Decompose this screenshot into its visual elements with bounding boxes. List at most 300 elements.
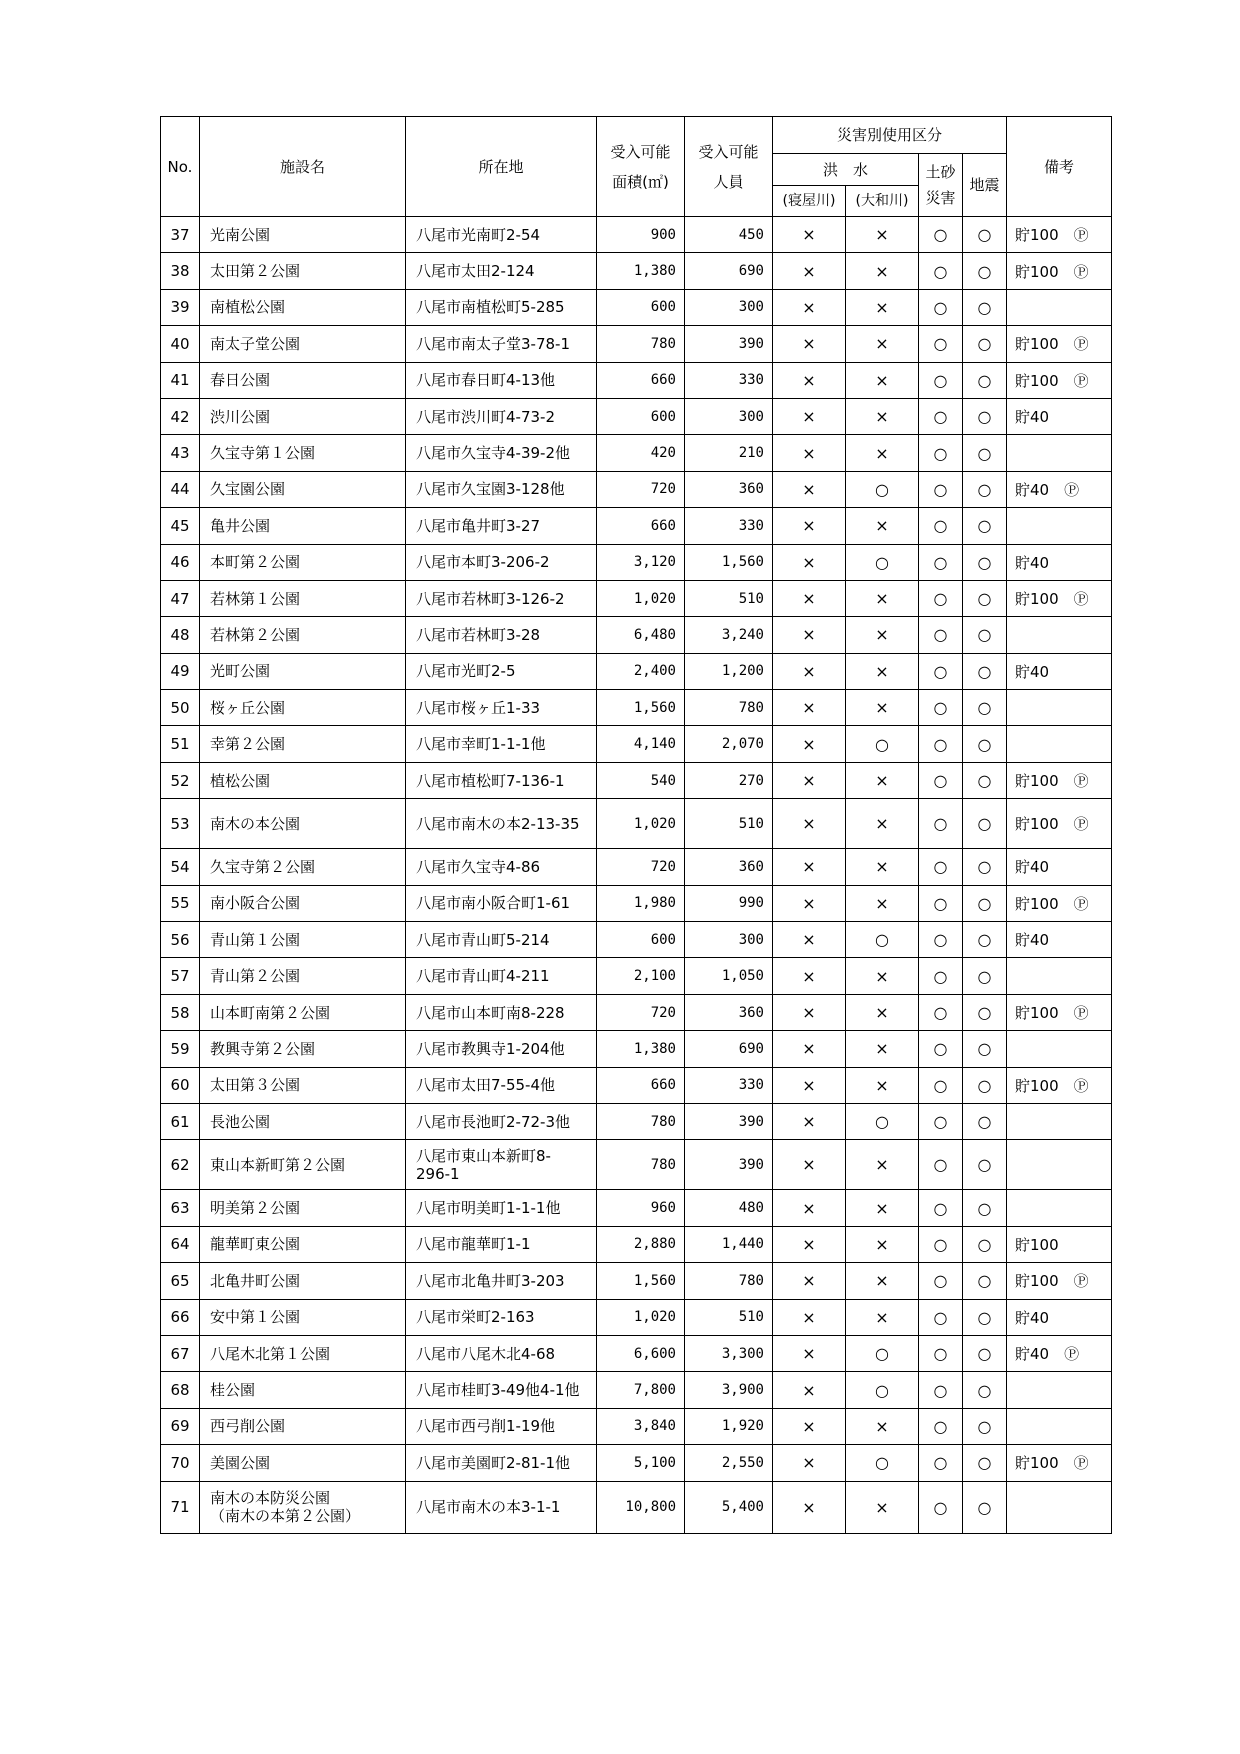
table-row — [161, 580, 1112, 616]
cell-capacity-area: 600 — [597, 398, 685, 434]
cell-capacity-area: 420 — [597, 435, 685, 471]
cell-row-number: 65 — [161, 1263, 200, 1299]
table-body — [161, 217, 1112, 1534]
cell-address: 八尾市太田2-124 — [406, 253, 597, 289]
cell-capacity-area: 1,560 — [597, 1263, 685, 1299]
cell-earthquake: ○ — [963, 1408, 1007, 1444]
cell-remarks — [1007, 289, 1112, 325]
cell-row-number: 54 — [161, 849, 200, 885]
cell-facility-name: 青山第１公園 — [200, 922, 406, 958]
cell-flood-neyagawa: × — [773, 1067, 846, 1103]
cell-capacity-area: 540 — [597, 762, 685, 798]
cell-row-number: 42 — [161, 398, 200, 434]
cell-capacity-area: 720 — [597, 849, 685, 885]
cell-flood-neyagawa: × — [773, 1335, 846, 1371]
cell-row-number: 64 — [161, 1226, 200, 1262]
cell-capacity-area: 6,600 — [597, 1335, 685, 1371]
cell-remarks: 貯100 Ⓟ — [1007, 1445, 1112, 1481]
cell-earthquake: ○ — [963, 849, 1007, 885]
cell-flood-neyagawa: × — [773, 544, 846, 580]
cell-capacity-area: 2,400 — [597, 653, 685, 689]
cell-facility-name: 春日公園 — [200, 362, 406, 398]
cell-flood-neyagawa: × — [773, 726, 846, 762]
cell-flood-yamatogawa: × — [846, 799, 919, 849]
cell-capacity-area: 600 — [597, 922, 685, 958]
table-row — [161, 508, 1112, 544]
cell-address: 八尾市北亀井町3-203 — [406, 1263, 597, 1299]
cell-landslide: ○ — [919, 1103, 963, 1139]
cell-address: 八尾市美園町2-81-1他 — [406, 1445, 597, 1481]
cell-row-number: 49 — [161, 653, 200, 689]
header-remarks: 備考 — [1007, 117, 1112, 217]
cell-remarks: 貯40 — [1007, 922, 1112, 958]
cell-flood-yamatogawa: × — [846, 617, 919, 653]
cell-remarks — [1007, 958, 1112, 994]
cell-flood-yamatogawa: × — [846, 508, 919, 544]
cell-capacity-area: 5,100 — [597, 1445, 685, 1481]
cell-flood-yamatogawa: × — [846, 1067, 919, 1103]
cell-landslide: ○ — [919, 1335, 963, 1371]
cell-flood-neyagawa: × — [773, 799, 846, 849]
table-row — [161, 1103, 1112, 1139]
cell-row-number: 59 — [161, 1031, 200, 1067]
cell-facility-name: 久宝園公園 — [200, 471, 406, 507]
cell-row-number: 63 — [161, 1190, 200, 1226]
cell-address: 八尾市桂町3-49他4-1他 — [406, 1372, 597, 1408]
cell-flood-neyagawa: × — [773, 1031, 846, 1067]
cell-flood-neyagawa: × — [773, 1481, 846, 1533]
table-row — [161, 1190, 1112, 1226]
cell-earthquake: ○ — [963, 617, 1007, 653]
cell-landslide: ○ — [919, 1408, 963, 1444]
cell-capacity-people: 510 — [685, 1299, 773, 1335]
cell-earthquake: ○ — [963, 326, 1007, 362]
cell-flood-neyagawa: × — [773, 326, 846, 362]
cell-row-number: 70 — [161, 1445, 200, 1481]
cell-flood-yamatogawa: × — [846, 1190, 919, 1226]
cell-capacity-people: 2,550 — [685, 1445, 773, 1481]
cell-address: 八尾市久宝寺4-86 — [406, 849, 597, 885]
cell-flood-neyagawa: × — [773, 922, 846, 958]
cell-landslide: ○ — [919, 1372, 963, 1408]
cell-capacity-people: 300 — [685, 398, 773, 434]
cell-landslide: ○ — [919, 1190, 963, 1226]
table-row — [161, 1226, 1112, 1262]
cell-earthquake: ○ — [963, 653, 1007, 689]
cell-capacity-area: 1,380 — [597, 1031, 685, 1067]
cell-row-number: 68 — [161, 1372, 200, 1408]
cell-flood-yamatogawa: × — [846, 1299, 919, 1335]
cell-flood-neyagawa: × — [773, 289, 846, 325]
cell-flood-yamatogawa: ○ — [846, 1445, 919, 1481]
cell-capacity-people: 390 — [685, 1140, 773, 1190]
cell-earthquake: ○ — [963, 1335, 1007, 1371]
cell-flood-neyagawa: × — [773, 398, 846, 434]
cell-row-number: 62 — [161, 1140, 200, 1190]
cell-remarks: 貯100 Ⓟ — [1007, 994, 1112, 1030]
cell-flood-neyagawa: × — [773, 885, 846, 921]
cell-address: 八尾市久宝寺4-39-2他 — [406, 435, 597, 471]
cell-flood-yamatogawa: × — [846, 1226, 919, 1262]
cell-remarks: 貯40 — [1007, 653, 1112, 689]
cell-address: 八尾市栄町2-163 — [406, 1299, 597, 1335]
cell-earthquake: ○ — [963, 922, 1007, 958]
cell-capacity-people: 300 — [685, 922, 773, 958]
cell-flood-yamatogawa: × — [846, 885, 919, 921]
cell-landslide: ○ — [919, 1445, 963, 1481]
cell-capacity-area: 660 — [597, 1067, 685, 1103]
cell-earthquake: ○ — [963, 1190, 1007, 1226]
table-row — [161, 1445, 1112, 1481]
cell-facility-name: 教興寺第２公園 — [200, 1031, 406, 1067]
cell-remarks: 貯40 — [1007, 849, 1112, 885]
cell-earthquake: ○ — [963, 289, 1007, 325]
cell-capacity-people: 480 — [685, 1190, 773, 1226]
cell-facility-name: 久宝寺第２公園 — [200, 849, 406, 885]
cell-row-number: 60 — [161, 1067, 200, 1103]
cell-flood-neyagawa: × — [773, 617, 846, 653]
cell-flood-yamatogawa: × — [846, 580, 919, 616]
table-row — [161, 653, 1112, 689]
header-earthquake: 地震 — [963, 154, 1007, 217]
cell-remarks: 貯100 Ⓟ — [1007, 580, 1112, 616]
cell-capacity-area: 10,800 — [597, 1481, 685, 1533]
cell-address: 八尾市光町2-5 — [406, 653, 597, 689]
cell-capacity-area: 1,980 — [597, 885, 685, 921]
cell-capacity-people: 210 — [685, 435, 773, 471]
cell-landslide: ○ — [919, 762, 963, 798]
cell-row-number: 40 — [161, 326, 200, 362]
cell-capacity-people: 1,440 — [685, 1226, 773, 1262]
cell-row-number: 67 — [161, 1335, 200, 1371]
cell-facility-name: 光南公園 — [200, 217, 406, 253]
cell-row-number: 46 — [161, 544, 200, 580]
cell-row-number: 51 — [161, 726, 200, 762]
cell-remarks: 貯100 Ⓟ — [1007, 1067, 1112, 1103]
cell-address: 八尾市光南町2-54 — [406, 217, 597, 253]
cell-address: 八尾市西弓削1-19他 — [406, 1408, 597, 1444]
cell-row-number: 37 — [161, 217, 200, 253]
header-capacity-people: 受入可能 人員 — [685, 117, 773, 217]
cell-capacity-people: 390 — [685, 1103, 773, 1139]
cell-capacity-people: 330 — [685, 1067, 773, 1103]
cell-address: 八尾市久宝園3-128他 — [406, 471, 597, 507]
cell-remarks: 貯100 Ⓟ — [1007, 762, 1112, 798]
cell-capacity-people: 990 — [685, 885, 773, 921]
cell-facility-name: 西弓削公園 — [200, 1408, 406, 1444]
cell-remarks — [1007, 1190, 1112, 1226]
cell-flood-yamatogawa: × — [846, 253, 919, 289]
cell-earthquake: ○ — [963, 1263, 1007, 1299]
cell-flood-yamatogawa: × — [846, 1140, 919, 1190]
cell-facility-name: 桂公園 — [200, 1372, 406, 1408]
cell-remarks: 貯100 Ⓟ — [1007, 326, 1112, 362]
cell-remarks: 貯100 Ⓟ — [1007, 885, 1112, 921]
cell-flood-neyagawa: × — [773, 471, 846, 507]
cell-capacity-area: 4,140 — [597, 726, 685, 762]
cell-remarks — [1007, 690, 1112, 726]
cell-earthquake: ○ — [963, 1481, 1007, 1533]
cell-landslide: ○ — [919, 885, 963, 921]
cell-flood-neyagawa: × — [773, 958, 846, 994]
table-row — [161, 1408, 1112, 1444]
cell-address: 八尾市幸町1-1-1他 — [406, 726, 597, 762]
cell-landslide: ○ — [919, 362, 963, 398]
cell-landslide: ○ — [919, 435, 963, 471]
table-row — [161, 1372, 1112, 1408]
cell-facility-name: 南小阪合公園 — [200, 885, 406, 921]
cell-earthquake: ○ — [963, 471, 1007, 507]
cell-row-number: 61 — [161, 1103, 200, 1139]
cell-row-number: 38 — [161, 253, 200, 289]
cell-facility-name: 南木の本公園 — [200, 799, 406, 849]
cell-facility-name: 太田第２公園 — [200, 253, 406, 289]
cell-facility-name: 青山第２公園 — [200, 958, 406, 994]
cell-flood-yamatogawa: ○ — [846, 726, 919, 762]
cell-flood-yamatogawa: × — [846, 362, 919, 398]
cell-row-number: 44 — [161, 471, 200, 507]
cell-landslide: ○ — [919, 1481, 963, 1533]
cell-capacity-people: 1,200 — [685, 653, 773, 689]
cell-address: 八尾市若林町3-28 — [406, 617, 597, 653]
cell-capacity-area: 600 — [597, 289, 685, 325]
cell-capacity-people: 270 — [685, 762, 773, 798]
cell-flood-yamatogawa: ○ — [846, 922, 919, 958]
cell-row-number: 41 — [161, 362, 200, 398]
cell-flood-yamatogawa: ○ — [846, 1372, 919, 1408]
cell-capacity-people: 780 — [685, 1263, 773, 1299]
cell-landslide: ○ — [919, 653, 963, 689]
cell-capacity-people: 3,900 — [685, 1372, 773, 1408]
cell-capacity-people: 5,400 — [685, 1481, 773, 1533]
cell-row-number: 45 — [161, 508, 200, 544]
cell-remarks: 貯100 Ⓟ — [1007, 1263, 1112, 1299]
cell-capacity-people: 690 — [685, 253, 773, 289]
cell-row-number: 56 — [161, 922, 200, 958]
cell-flood-yamatogawa: × — [846, 653, 919, 689]
cell-row-number: 52 — [161, 762, 200, 798]
cell-capacity-people: 1,560 — [685, 544, 773, 580]
cell-flood-neyagawa: × — [773, 1299, 846, 1335]
cell-capacity-area: 660 — [597, 362, 685, 398]
cell-remarks: 貯40 — [1007, 1299, 1112, 1335]
cell-remarks: 貯40 Ⓟ — [1007, 471, 1112, 507]
cell-earthquake: ○ — [963, 885, 1007, 921]
cell-flood-neyagawa: × — [773, 508, 846, 544]
cell-row-number: 53 — [161, 799, 200, 849]
table-row — [161, 690, 1112, 726]
cell-landslide: ○ — [919, 253, 963, 289]
table-row — [161, 1481, 1112, 1533]
cell-earthquake: ○ — [963, 253, 1007, 289]
cell-row-number: 69 — [161, 1408, 200, 1444]
cell-row-number: 47 — [161, 580, 200, 616]
cell-facility-name: 若林第２公園 — [200, 617, 406, 653]
cell-capacity-area: 900 — [597, 217, 685, 253]
header-facility-name: 施設名 — [200, 117, 406, 217]
table-row — [161, 435, 1112, 471]
cell-flood-yamatogawa: × — [846, 1408, 919, 1444]
cell-earthquake: ○ — [963, 1103, 1007, 1139]
cell-row-number: 58 — [161, 994, 200, 1030]
cell-capacity-area: 960 — [597, 1190, 685, 1226]
cell-earthquake: ○ — [963, 762, 1007, 798]
cell-capacity-people: 300 — [685, 289, 773, 325]
cell-flood-yamatogawa: ○ — [846, 1103, 919, 1139]
cell-landslide: ○ — [919, 1031, 963, 1067]
cell-flood-yamatogawa: × — [846, 690, 919, 726]
cell-landslide: ○ — [919, 398, 963, 434]
cell-earthquake: ○ — [963, 1140, 1007, 1190]
cell-capacity-people: 330 — [685, 508, 773, 544]
cell-address: 八尾市太田7-55-4他 — [406, 1067, 597, 1103]
cell-facility-name: 長池公園 — [200, 1103, 406, 1139]
cell-landslide: ○ — [919, 1226, 963, 1262]
cell-earthquake: ○ — [963, 1226, 1007, 1262]
cell-remarks — [1007, 1481, 1112, 1533]
cell-flood-yamatogawa: × — [846, 1031, 919, 1067]
cell-capacity-area: 1,020 — [597, 1299, 685, 1335]
cell-flood-yamatogawa: × — [846, 994, 919, 1030]
cell-flood-neyagawa: × — [773, 1140, 846, 1190]
cell-facility-name: 龍華町東公園 — [200, 1226, 406, 1262]
cell-flood-neyagawa: × — [773, 1103, 846, 1139]
cell-earthquake: ○ — [963, 544, 1007, 580]
cell-earthquake: ○ — [963, 1067, 1007, 1103]
cell-capacity-area: 1,380 — [597, 253, 685, 289]
cell-flood-neyagawa: × — [773, 1263, 846, 1299]
cell-capacity-people: 330 — [685, 362, 773, 398]
cell-capacity-people: 3,240 — [685, 617, 773, 653]
cell-facility-name: 南植松公園 — [200, 289, 406, 325]
cell-row-number: 48 — [161, 617, 200, 653]
cell-flood-neyagawa: × — [773, 690, 846, 726]
cell-address: 八尾市青山町5-214 — [406, 922, 597, 958]
cell-address: 八尾市若林町3-126-2 — [406, 580, 597, 616]
cell-landslide: ○ — [919, 849, 963, 885]
cell-row-number: 39 — [161, 289, 200, 325]
cell-landslide: ○ — [919, 544, 963, 580]
cell-landslide: ○ — [919, 217, 963, 253]
cell-capacity-people: 510 — [685, 580, 773, 616]
header-flood-yamatogawa: (大和川) — [846, 186, 919, 217]
cell-row-number: 71 — [161, 1481, 200, 1533]
cell-capacity-people: 510 — [685, 799, 773, 849]
cell-earthquake: ○ — [963, 799, 1007, 849]
cell-address: 八尾市南植松町5-285 — [406, 289, 597, 325]
cell-landslide: ○ — [919, 508, 963, 544]
cell-remarks — [1007, 1408, 1112, 1444]
table-row — [161, 217, 1112, 253]
cell-flood-neyagawa: × — [773, 849, 846, 885]
cell-flood-yamatogawa: × — [846, 1263, 919, 1299]
cell-facility-name: 若林第１公園 — [200, 580, 406, 616]
cell-landslide: ○ — [919, 958, 963, 994]
cell-flood-yamatogawa: × — [846, 289, 919, 325]
cell-row-number: 57 — [161, 958, 200, 994]
cell-facility-name: 幸第２公園 — [200, 726, 406, 762]
header-landslide: 土砂 災害 — [919, 154, 963, 217]
cell-earthquake: ○ — [963, 580, 1007, 616]
cell-capacity-area: 7,800 — [597, 1372, 685, 1408]
cell-address: 八尾市龍華町1-1 — [406, 1226, 597, 1262]
cell-flood-yamatogawa: × — [846, 435, 919, 471]
cell-facility-name: 渋川公園 — [200, 398, 406, 434]
cell-capacity-area: 720 — [597, 994, 685, 1030]
cell-flood-neyagawa: × — [773, 362, 846, 398]
table-row — [161, 326, 1112, 362]
cell-capacity-area: 780 — [597, 1140, 685, 1190]
cell-capacity-area: 1,020 — [597, 799, 685, 849]
cell-earthquake: ○ — [963, 690, 1007, 726]
table-row — [161, 1140, 1112, 1190]
table-row — [161, 958, 1112, 994]
cell-flood-yamatogawa: × — [846, 849, 919, 885]
cell-earthquake: ○ — [963, 435, 1007, 471]
cell-address: 八尾市南木の本2-13-35 — [406, 799, 597, 849]
cell-address: 八尾市南木の本3-1-1 — [406, 1481, 597, 1533]
cell-landslide: ○ — [919, 617, 963, 653]
cell-capacity-area: 2,880 — [597, 1226, 685, 1262]
cell-remarks — [1007, 726, 1112, 762]
cell-address: 八尾市亀井町3-27 — [406, 508, 597, 544]
cell-facility-name: 植松公園 — [200, 762, 406, 798]
cell-landslide: ○ — [919, 1299, 963, 1335]
cell-flood-neyagawa: × — [773, 994, 846, 1030]
cell-earthquake: ○ — [963, 217, 1007, 253]
cell-facility-name: 山本町南第２公園 — [200, 994, 406, 1030]
header-address: 所在地 — [406, 117, 597, 217]
cell-capacity-people: 360 — [685, 849, 773, 885]
cell-landslide: ○ — [919, 471, 963, 507]
cell-flood-neyagawa: × — [773, 217, 846, 253]
header-disaster-category: 災害別使用区分 — [773, 117, 1007, 154]
cell-capacity-area: 1,020 — [597, 580, 685, 616]
cell-earthquake: ○ — [963, 1372, 1007, 1408]
cell-flood-neyagawa: × — [773, 253, 846, 289]
cell-landslide: ○ — [919, 799, 963, 849]
cell-flood-neyagawa: × — [773, 1190, 846, 1226]
table-row — [161, 253, 1112, 289]
cell-remarks: 貯100 Ⓟ — [1007, 217, 1112, 253]
cell-landslide: ○ — [919, 922, 963, 958]
cell-capacity-people: 690 — [685, 1031, 773, 1067]
table-row — [161, 1031, 1112, 1067]
cell-facility-name: 太田第３公園 — [200, 1067, 406, 1103]
cell-capacity-people: 780 — [685, 690, 773, 726]
cell-address: 八尾市春日町4-13他 — [406, 362, 597, 398]
cell-landslide: ○ — [919, 580, 963, 616]
evacuation-facility-table — [160, 116, 1112, 1534]
table-row — [161, 362, 1112, 398]
cell-address: 八尾市植松町7-136-1 — [406, 762, 597, 798]
cell-landslide: ○ — [919, 726, 963, 762]
cell-flood-yamatogawa: × — [846, 398, 919, 434]
cell-facility-name: 東山本新町第２公園 — [200, 1140, 406, 1190]
cell-remarks — [1007, 435, 1112, 471]
cell-earthquake: ○ — [963, 958, 1007, 994]
cell-remarks: 貯100 Ⓟ — [1007, 253, 1112, 289]
cell-row-number: 50 — [161, 690, 200, 726]
cell-row-number: 66 — [161, 1299, 200, 1335]
header-no: No. — [161, 117, 200, 217]
table-row — [161, 1067, 1112, 1103]
cell-facility-name: 明美第２公園 — [200, 1190, 406, 1226]
cell-address: 八尾市八尾木北4-68 — [406, 1335, 597, 1371]
cell-address: 八尾市本町3-206-2 — [406, 544, 597, 580]
cell-capacity-people: 1,050 — [685, 958, 773, 994]
cell-facility-name: 安中第１公園 — [200, 1299, 406, 1335]
